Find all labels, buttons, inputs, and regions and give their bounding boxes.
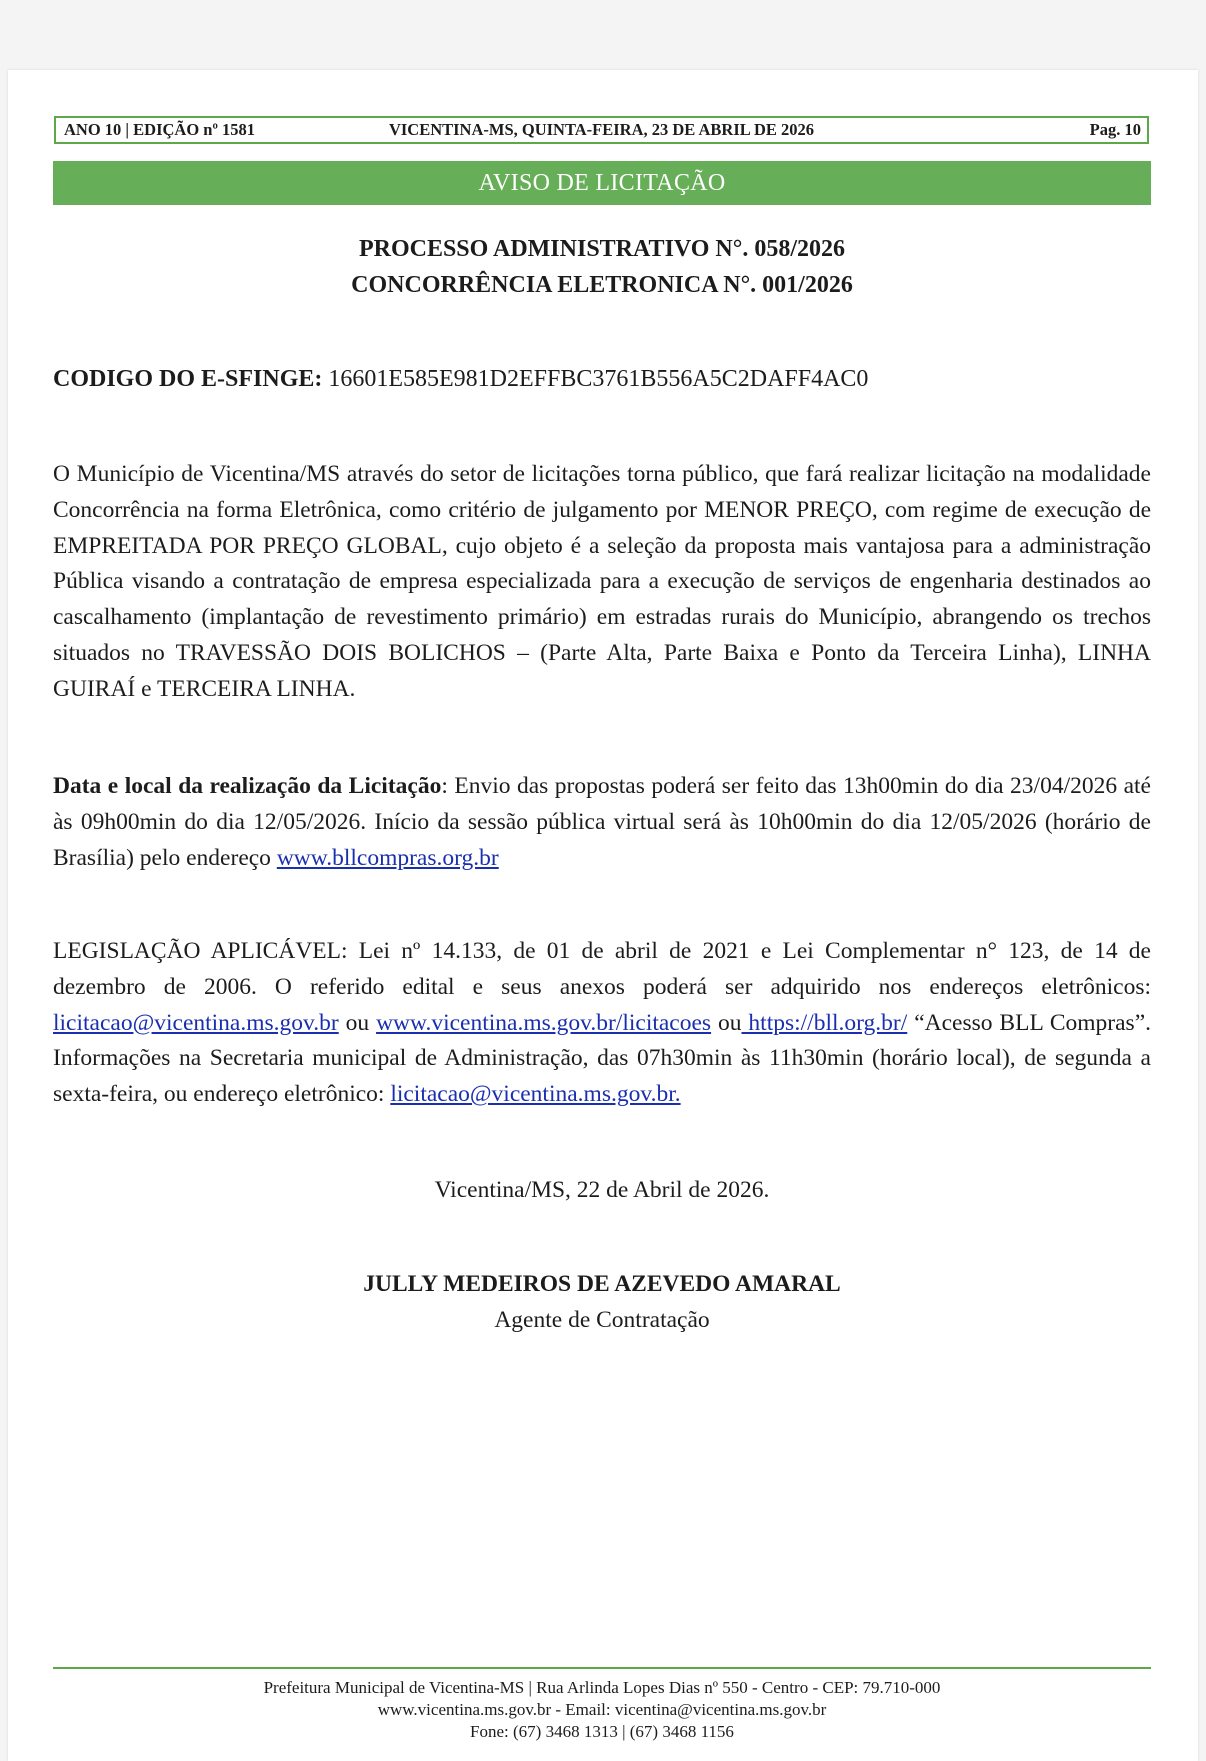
page-header (54, 116, 1149, 144)
legislacao-text-4: “Acesso BLL Compras”. Informações na Secretaria municipal de Administração, das 07h30min às 11h30min (horário local), de segunda a sexta-feira, ou endereço eletrônico: (53, 1009, 1152, 1108)
process-number: PROCESSO ADMINISTRATIVO N°. 058/2026 (358, 236, 846, 262)
legislacao-paragraph (53, 934, 1151, 1113)
licitacao-email-link[interactable]: licitacao@vicentina.ms.gov.br (53, 1009, 339, 1036)
legislacao-text-3: ou (711, 1009, 742, 1036)
page-number: Pag. 10 (1089, 120, 1141, 139)
data-local-paragraph (53, 769, 1151, 876)
codigo-label: CODIGO DO E-SFINGE: (53, 366, 323, 392)
licitacao-email-link-2[interactable]: licitacao@vicentina.ms.gov.br. (390, 1081, 681, 1108)
edition-label: ANO 10 | EDIÇÃO nº 1581 (64, 120, 256, 139)
footer-divider (53, 1667, 1151, 1669)
aviso-banner: AVISO DE LICITAÇÃO (53, 161, 1151, 205)
footer-address: Prefeitura Municipal de Vicentina-MS | Rua Arlinda Lopes Dias nº 550 - Centro - CEP: 79.710-000 (263, 1678, 941, 1697)
legislacao-text-1: LEGISLAÇÃO APLICÁVEL: Lei nº 14.133, de 01 de abril de 2021 e Lei Complementar n° 123, de 14 de dezembro de 2006. O referido edital e seus anexos poderá ser adquirido nos endereços eletrônicos: (53, 938, 1151, 1000)
vicentina-licitacoes-link[interactable]: www.vicentina.ms.gov.br/licitacoes (376, 1009, 712, 1036)
signatory-name: JULLY MEDEIROS DE AZEVEDO AMARAL (363, 1271, 841, 1297)
footer-phone: Fone: (67) 3468 1313 | (67) 3468 1156 (470, 1722, 734, 1741)
footer-contacts: www.vicentina.ms.gov.br - Email: vicentina@vicentina.ms.gov.br (377, 1700, 827, 1719)
intro-paragraph: O Município de Vicentina/MS através do setor de licitações torna público, que fará realizar licitação na modalidade Concorrência na forma Eletrônica, como critério de julgamento por MENOR PREÇO, com regime de execução de EMPREITADA POR PREÇO GLOBAL, cujo objeto é a seleção da proposta mais vantajosa para a administração Pública visando a contratação de empresa especializada para a execução de serviços de engenharia destinados ao cascalhamento (implantação de revestimento primário) em estradas rurais do Município, abrangendo os trechos situados no TRAVESSÃO DOIS BOLICHOS – (Parte Alta, Parte Baixa e Ponto da Terceira Linha), LINHA GUIRAÍ e TERCEIRA LINHA. (53, 461, 1151, 702)
place-date: Vicentina/MS, 22 de Abril de 2026. (434, 1177, 770, 1203)
codigo-esfinge (53, 366, 868, 393)
bllcompras-link[interactable]: www.bllcompras.org.br (276, 844, 499, 871)
legislacao-text-2: ou (338, 1009, 377, 1036)
concorrencia-number: CONCORRÊNCIA ELETRONICA N°. 001/2026 (351, 272, 853, 298)
signatory-role: Agente de Contratação (494, 1307, 710, 1333)
data-local-text: : Envio das propostas poderá ser feito das 13h00min do dia 23/04/2026 até às 09h00min do dia 12/05/2026. Início da sessão pública virtual será às 10h00min do dia 12/05/2026 (horário de Brasília) pelo endereço (53, 773, 1151, 871)
document-page (8, 70, 1198, 1761)
dateline: VICENTINA-MS, QUINTA-FEIRA, 23 DE ABRIL DE 2026 (388, 120, 815, 139)
codigo-value: 16601E585E981D2EFFBC3761B556A5C2DAFF4AC0 (322, 366, 869, 392)
data-local-label: Data e local da realização da Licitação (53, 773, 442, 799)
bll-link[interactable]: https://bll.org.br/ (741, 1009, 908, 1036)
